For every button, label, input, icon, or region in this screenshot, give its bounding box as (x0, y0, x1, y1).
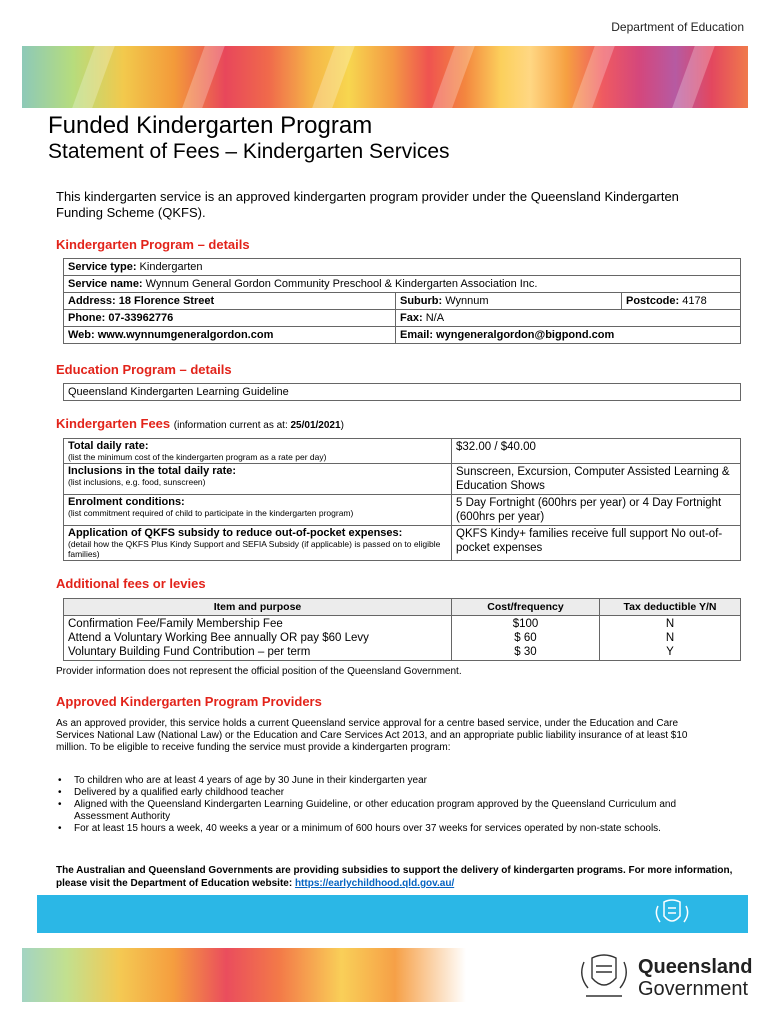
logo-line2: Government (638, 978, 749, 1000)
additional-cost: $ 30 (514, 646, 537, 658)
program-details-heading: Kindergarten Program – details (56, 237, 250, 252)
approved-body-text: As an approved provider, this service holds a current Queensland service approval for a centre based service, under the Education and Care Services National Law (National Law) or the Education and Care Services Act 2013, and an appropriate public liability insurance of at least $10 million. To be eligible to receive funding the service must provide a kindergarten program: (56, 718, 688, 753)
email-value[interactable]: wyngeneralgordon@bigpond.com (436, 329, 615, 341)
suburb-value: Wynnum (445, 295, 489, 307)
list-item: • Delivered by a qualified early childhood teacher (58, 787, 718, 799)
phone-label: Phone: (68, 312, 106, 324)
address-value: 18 Florence Street (118, 295, 215, 307)
fees-row-inclusions (64, 464, 741, 495)
fees-table (63, 438, 741, 561)
footer-link[interactable]: https://earlychildhood.qld.gov.au/ (294, 878, 455, 889)
col-header-cost: Cost/frequency (452, 599, 600, 616)
header-banner (22, 46, 748, 108)
service-type-label: Service type: (68, 261, 137, 273)
requirements-list (58, 775, 718, 835)
fees-heading (56, 416, 344, 431)
additional-tax: N (665, 618, 675, 630)
address-label: Address: (68, 295, 116, 307)
service-name-value: Wynnum General Gordon Community Preschool & Kindergarten Association Inc. (145, 278, 538, 290)
email-label: Email: (400, 329, 434, 341)
list-item: • Aligned with the Queensland Kindergarten Learning Guideline, or other education program approved by the Queensland Curriculum and Assessment Authority (58, 799, 718, 823)
crest-white-icon (650, 898, 694, 930)
suburb-label: Suburb: (400, 295, 443, 307)
additional-tax: N (665, 632, 675, 644)
fees-info-date: 25/01/2021 (290, 420, 341, 431)
service-name-label: Service name: (68, 278, 143, 290)
additional-cost: $ 60 (514, 632, 537, 644)
postcode-value: 4178 (682, 295, 707, 307)
fee-label: Inclusions in the total daily rate: (68, 465, 237, 477)
fees-info-suffix: ) (340, 420, 344, 431)
fee-label: Total daily rate: (68, 440, 149, 452)
fees-info-prefix: (information current as at: (173, 420, 288, 431)
fee-value: 5 Day Fortnight (600hrs per year) or 4 Day Fortnight (600hrs per year) (452, 495, 741, 526)
additional-cost: $100 (512, 618, 539, 630)
fee-label: Enrolment conditions: (68, 496, 185, 508)
fax-label: Fax: (400, 312, 423, 324)
logo-line1: Queensland (638, 956, 753, 978)
additional-item: Attend a Voluntary Working Bee annually OR pay $60 Levy (68, 632, 369, 644)
fee-note: (list the minimum cost of the kindergarten program as a rate per day) (68, 452, 327, 462)
fees-row-subsidy (64, 526, 741, 561)
additional-tax: Y (666, 646, 674, 658)
additional-item: Voluntary Building Fund Contribution – per term (68, 646, 311, 658)
page-subtitle: Statement of Fees – Kindergarten Services (48, 140, 450, 163)
fee-value: Sunscreen, Excursion, Computer Assisted Learning & Education Shows (452, 464, 741, 495)
service-type-value: Kindergarten (139, 261, 203, 273)
footer-blue-bar (37, 895, 748, 933)
fee-note: (detail how the QKFS Plus Kindy Support and SEFIA Subsidy (if applicable) is passed on to eligible families) (68, 539, 441, 559)
col-header-item: Item and purpose (64, 599, 452, 616)
phone-value: 07-33962776 (108, 312, 174, 324)
additional-fees-table (63, 598, 741, 661)
education-program-value: Queensland Kindergarten Learning Guideline (64, 384, 741, 401)
postcode-label: Postcode: (626, 295, 680, 307)
fax-value: N/A (425, 312, 445, 324)
footer-text: The Australian and Queensland Governments are providing subsidies to support the delivery of kindergarten programs. For more information, please visit the Department of Education website: (56, 865, 733, 889)
additional-fees-heading: Additional fees or levies (56, 576, 206, 591)
fee-note: (list inclusions, e.g. food, sunscreen) (68, 477, 206, 487)
disclaimer-text: Provider information does not represent the official position of the Queensland Government. (56, 666, 462, 677)
col-header-tax: Tax deductible Y/N (600, 599, 741, 616)
education-details-heading: Education Program – details (56, 362, 232, 377)
web-label: Web: (68, 329, 95, 341)
department-name: Department of Education (611, 20, 744, 34)
additional-item: Confirmation Fee/Family Membership Fee (68, 618, 283, 630)
fee-note: (list commitment required of child to participate in the kindergarten program) (68, 508, 354, 518)
fee-value: $32.00 / $40.00 (452, 439, 741, 464)
education-details-table (63, 383, 741, 401)
program-details-table (63, 258, 741, 344)
page-title: Funded Kindergarten Program (48, 112, 373, 139)
fee-label: Application of QKFS subsidy to reduce out-of-pocket expenses: (68, 527, 403, 539)
fees-heading-text: Kindergarten Fees (56, 416, 171, 431)
approved-providers-heading: Approved Kindergarten Program Providers (56, 694, 322, 709)
fees-row-daily-rate (64, 439, 741, 464)
web-value[interactable]: www.wynnumgeneralgordon.com (97, 329, 274, 341)
intro-text: This kindergarten service is an approved kindergarten program provider under the Queensland Kindergarten Funding Scheme (QKFS). (56, 189, 679, 220)
footer-note (56, 864, 736, 890)
footer-banner (22, 948, 466, 1002)
queensland-government-logo (638, 956, 752, 1000)
list-item: • For at least 15 hours a week, 40 weeks a year or a minimum of 600 hours over 37 weeks for services operated by non-state schools. (58, 823, 718, 835)
list-item: • To children who are at least 4 years of age by 30 June in their kindergarten year (58, 775, 718, 787)
fee-value: QKFS Kindy+ families receive full support No out-of-pocket expenses (452, 526, 741, 561)
fees-row-enrolment (64, 495, 741, 526)
